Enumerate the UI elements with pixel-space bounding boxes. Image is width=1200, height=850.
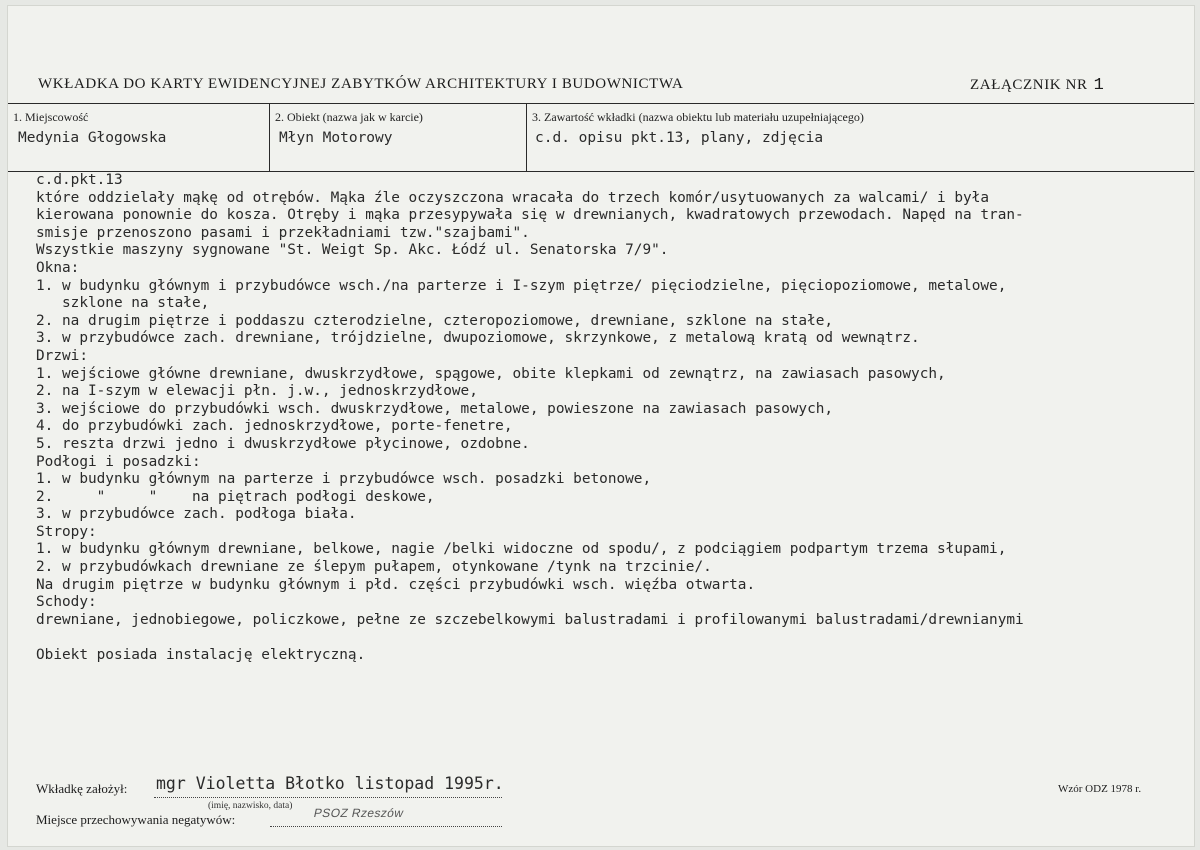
body-line: 2. na I-szym w elewacji płn. j.w., jednoskrzydłowe, — [36, 383, 478, 400]
description-body — [36, 172, 1196, 665]
field-locality-value: Medynia Głogowska — [18, 130, 167, 146]
body-line: kierowana ponownie do kosza. Otręby i mąka przesypywała się w drewnianych, kwadratowych przewodach. Napęd na tran- — [36, 207, 1024, 224]
body-line: Schody: — [36, 594, 97, 611]
inventory-card-insert — [8, 6, 1194, 846]
body-line: które oddzielały mąkę od otrębów. Mąka źle oczyszczona wracała do trzech komór/usytuowanych za walcami/ i była — [36, 189, 990, 206]
prepared-by-caption: (imię, nazwisko, data) — [208, 801, 293, 811]
body-line: 2. w przybudówkach drewniane ze ślepym pułapem, otynkowane /tynk na trzcinie/. — [36, 559, 712, 576]
field-object — [269, 104, 526, 171]
field-contents-value: c.d. opisu pkt.13, plany, zdjęcia — [535, 130, 824, 146]
body-line: 1. w budynku głównym i przybudówce wsch./na parterze i I-szym piętrze/ pięciodzielne, pięciopoziomowe, metalowe, — [36, 277, 1007, 294]
field-locality-label: 1. Miejscowość — [13, 110, 89, 124]
storage-label: Miejsce przechowywania negatywów: — [36, 812, 236, 827]
body-line — [36, 629, 1196, 647]
body-line: Obiekt posiada instalację elektryczną. — [36, 647, 366, 664]
field-object-label: 2. Obiekt (nazwa jak w karcie) — [275, 110, 423, 124]
storage-line — [270, 826, 502, 827]
body-line: 4. do przybudówki zach. jednoskrzydłowe, porte-fenetre, — [36, 418, 513, 435]
annex-label-group — [970, 76, 1104, 95]
body-line: 2. " " na piętrach podłogi deskowe, — [36, 488, 435, 505]
body-line: 2. na drugim piętrze i poddaszu czterodzielne, czteropoziomowe, drewniane, szklone na stałe, — [36, 312, 834, 329]
header-fields — [8, 103, 1194, 172]
body-line: Okna: — [36, 259, 80, 276]
form-title: WKŁADKA DO KARTY EWIDENCYJNEJ ZABYTKÓW ARCHITEKTURY I BUDOWNICTWA — [38, 76, 684, 92]
prepared-by-label: Wkładkę założył: — [36, 781, 128, 796]
body-line: Na drugim piętrze w budynku głównym i płd. części przybudówki wsch. więźba otwarta. — [36, 576, 756, 593]
field-contents — [526, 104, 1194, 171]
body-line: Stropy: — [36, 523, 97, 540]
field-contents-label: 3. Zawartość wkładki (nazwa obiektu lub materiału uzupełniającego) — [532, 110, 864, 124]
body-line: 5. reszta drzwi jedno i dwuskrzydłowe płycinowe, ozdobne. — [36, 435, 530, 452]
body-line: 3. w przybudówce zach. podłoga biała. — [36, 506, 357, 523]
body-line: 3. w przybudówce zach. drewniane, trójdzielne, dwupoziomowe, skrzynkowe, z metalową kratą od wewnątrz. — [36, 330, 920, 347]
field-object-value: Młyn Motorowy — [279, 130, 393, 146]
body-line: 3. wejściowe do przybudówki wsch. dwuskrzydłowe, metalowe, powieszone na zawiasach pasowych, — [36, 400, 834, 417]
body-line: Wszystkie maszyny sygnowane "St. Weigt Sp. Akc. Łódź ul. Senatorska 7/9". — [36, 242, 669, 259]
annex-label: ZAŁĄCZNIK NR — [970, 77, 1088, 93]
body-line: Drzwi: — [36, 347, 88, 364]
body-line: szklone na stałe, — [36, 295, 210, 312]
annex-number: 1 — [1093, 76, 1105, 95]
body-line: 1. w budynku głównym drewniane, belkowe, nagie /belki widoczne od spodu/, z podciągiem podpartym trzema słupami, — [36, 541, 1007, 558]
storage-value: PSOZ Rzeszów — [312, 806, 405, 820]
body-line: 1. wejściowe główne drewniane, dwuskrzydłowe, spągowe, obite klepkami od zewnątrz, na zawiasach pasowych, — [36, 365, 946, 382]
body-line: c.d.pkt.13 — [36, 172, 123, 188]
prepared-by-value: mgr Violetta Błotko listopad 1995r. — [156, 774, 504, 793]
form-code: Wzór ODZ 1978 r. — [1058, 783, 1142, 795]
field-locality — [8, 104, 269, 171]
body-line: smisje przenoszono pasami i przekładniami tzw."szajbami". — [36, 224, 530, 241]
body-line: drewniane, jednobiegowe, policzkowe, pełne ze szczebelkowymi balustradami i profilowanymi balustradami/drewnianymi — [36, 611, 1024, 628]
prepared-by-line — [154, 797, 502, 798]
body-line: 1. w budynku głównym na parterze i przybudówce wsch. posadzki betonowe, — [36, 471, 652, 488]
body-line: Podłogi i posadzki: — [36, 453, 201, 470]
